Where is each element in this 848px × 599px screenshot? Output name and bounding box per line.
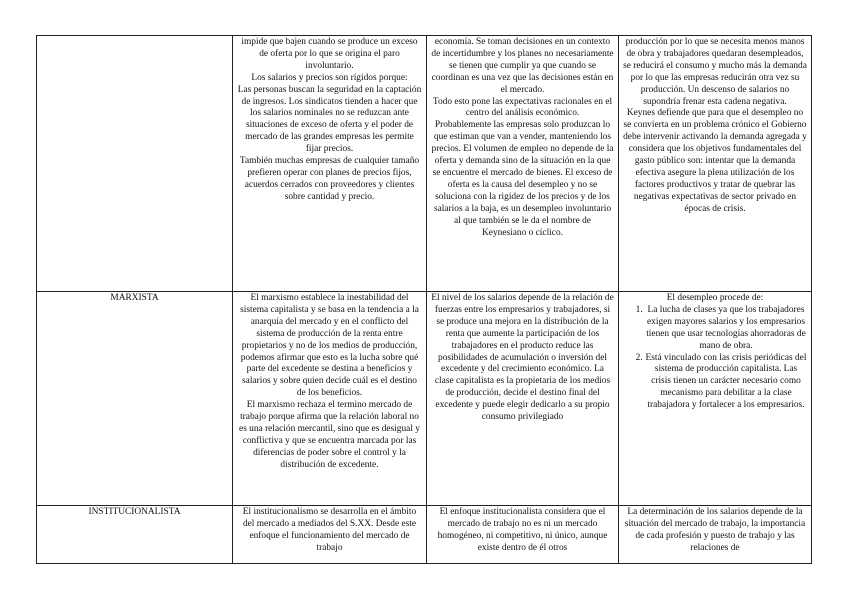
theory-description-cell xyxy=(233,292,427,506)
theory-description-cell xyxy=(233,506,427,564)
table-row-keynesian-continued xyxy=(37,36,812,292)
unemployment-cause-cell xyxy=(619,292,812,506)
unemployment-cause-cell xyxy=(619,506,812,564)
paragraph: El marxismo establece la inestabilidad del sistema capitalista y se basa en la tendencia a la anarquía del mercado y en el conflicto del sistema de producción de la renta entre propietarios y no de los medios de producción, podemos afirmar que esto es la lucha sobre qué parte del excedente se destina a beneficios y salarios y sobre quien decide cuál es el destino de los beneficios. xyxy=(240,293,419,399)
paragraph: Las personas buscan la seguridad en la captación de ingresos. Los sindicatos tienden a hacer que los salarios nominales no se reduzcan ante situaciones de exceso de oferta y el poder de mercado de las grandes empresas les permite fijar precios. xyxy=(237,84,422,155)
school-cell: MARXISTA xyxy=(37,292,233,506)
theory-description-cell xyxy=(233,36,427,292)
paragraph: El marxismo rechaza el termino mercado de trabajo porque afirma que la relación laboral no es una relación mercantil, sino que es desigual y conflictiva y que se encuentra marcada por las diferencias de poder sobre el control y la distribución de excedente. xyxy=(239,400,420,470)
unemployment-cause-cell xyxy=(619,36,812,292)
list-item: 2. Está vinculado con las crisis periódicas del sistema de producción capitalista. Las crisis tienen un carácter necesario como mecanismo para debilitar a la clase trabajadora y fortalecer a los empresarios. xyxy=(645,353,807,413)
wage-determination-cell xyxy=(427,506,619,564)
paragraph: economía. Se toman decisiones en un contexto de incertidumbre y los planes no necesariamente se tienen que cumplir ya que cuando se coordinan es una vez que las decisiones están en el mercado. xyxy=(431,37,614,95)
paragraph: El institucionalismo se desarrolla en el ámbito del mercado a mediados del S.XX. Desde este enfoque el funcionamiento del mercado de trabajo xyxy=(242,507,417,553)
paragraph: Keynes defiende que para que el desempleo no se convierta en un problema crónico el Gobierno debe intervenir activando la demanda agregada y considera que los objetivos fundamentales del gasto público son: intentar que la demanda efectiva asegure la plena utilización de los factores productivos y tratar de quebrar las negativas expectativas de sector privado en épocas de crisis. xyxy=(623,108,807,214)
paragraph: Todo esto pone las expectativas racionales en el centro del análisis económico. xyxy=(432,96,613,119)
paragraph: Los salarios y precios son rígidos porque: xyxy=(251,72,408,83)
paragraph: El enfoque institucionalista considera que el mercado de trabajo no es ni un mercado homogéneo, ni competitivo, ni único, aunque existe dentro de él otros xyxy=(437,507,608,553)
paragraph: Probablemente las empresas solo produzcan lo que estiman que van a vender, manteniendo los precios. El volumen de empleo no depende de la oferta y demanda sino de la situación en la que se encuentre el mercado de bienes. El exceso de oferta es la causa del desempleo y no se soluciona con la rigidez de los precios y de los salarios a la baja, es un desempleo involuntario al que también se le da el nombre de Keynesiano o cíclico. xyxy=(431,120,614,238)
paragraph: impide que bajen cuando se produce un exceso de oferta por lo que se origina el paro involuntario. xyxy=(241,37,418,71)
causes-list xyxy=(623,305,807,412)
school-cell xyxy=(37,36,233,292)
paragraph: La determinación de los salarios depende de la situación del mercado de trabajo, la importancia de cada profesión y puesto de trabajo y las relaciones de xyxy=(624,507,806,553)
list-item: 1. La lucha de clases ya que los trabajadores exigen mayores salarios y los empresarios tienen que usar tecnologías ahorradoras de mano de obra. xyxy=(645,305,807,353)
table-row-institucionalista xyxy=(37,506,812,564)
wage-determination-cell xyxy=(427,36,619,292)
economic-theories-table xyxy=(36,35,812,564)
school-cell: INSTITUCIONALISTA xyxy=(37,506,233,564)
wage-determination-cell xyxy=(427,292,619,506)
paragraph: También muchas empresas de cualquier tamaño prefieren operar con planes de precios fijos, acuerdos cerrados con proveedores y clientes sobre cantidad y precio. xyxy=(239,156,420,202)
paragraph: El nivel de los salarios depende de la relación de fuerzas entre los empresarios y trabajadores, si se produce una mejora en la distribución de la renta que aumente la participación de los trabajadores en el producto reduce las posibilidades de acumulación o inversión del excedente y del crecimiento económico. La clase capitalista es la propietaria de los medios de producción, decide el destino final del excedente y puede elegir dedicarlo a su propio consumo privilegiado xyxy=(431,293,614,423)
paragraph: producción por lo que se necesita menos manos de obra y trabajadores quedaran desempleados, se reducirá el consumo y mucho más la demanda por lo que las empresas reducirán otra vez su producción. Un descenso de salarios no supondría frenar esta cadena negativa. xyxy=(623,37,807,107)
paragraph: El desempleo procede de: xyxy=(666,293,764,303)
table-row-marxista xyxy=(37,292,812,506)
